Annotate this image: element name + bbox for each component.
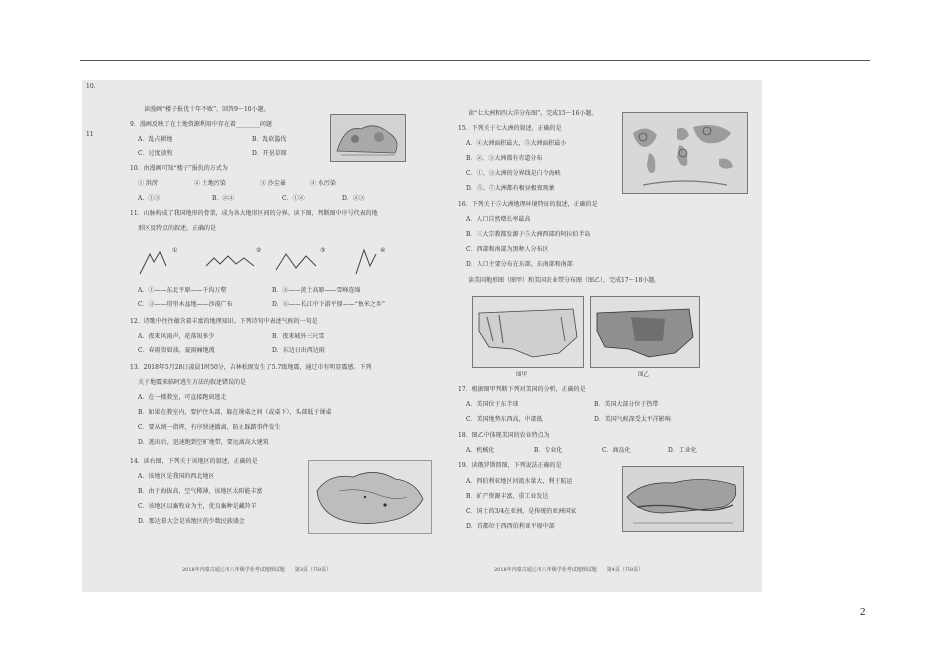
region-map-sketch [309,461,431,533]
us-map-b-sketch [591,297,699,367]
question-12: 12．诗歌中往往蕴含着丰富的地理知识。下列诗句中表述气候的一句是 [130,318,318,325]
cartoon-image [330,114,406,162]
q12-option-a: A．夜来风雨声，花落知多少 [138,333,215,340]
figure-a-caption: 图甲 [516,372,528,378]
margin-label-11: 11 [86,131,94,138]
question-10: 10．由漫画可知“楼子”报仇的方式为 [130,165,228,172]
q10-option-a: A．①③ [138,195,161,202]
q13-option-b: B．如果在教室内，要护住头部，躲在课桌之间（或桌下），头部低于课桌 [138,409,332,416]
q17-option-c: C．美国地势东西高，中部低 [466,416,543,423]
margin-label-10: 10. [86,83,96,90]
q18-option-c: C．商品化 [602,447,631,454]
q15-option-c: C．①、③大洲的分界线是白令海峡 [466,170,561,177]
question-15: 15．下列关于七大洲的叙述，正确的是 [458,125,562,132]
question-19: 19．读俄罗斯简图，下列说法正确的是 [458,462,562,469]
qinghai-tibet-map [308,460,432,534]
left-page-footer: 2018年内蒙古通辽市八年级学业考试地理试题 第3页（共8页） [182,567,332,573]
question-9: 9．漫画反映了在土地资源利用中存在着________问题 [130,121,272,128]
q17-option-d: D．美国气候深受太平洋影响 [594,416,671,423]
world-continents-map [622,112,748,194]
q12-option-d: D．东边日出西边雨 [272,347,325,354]
mountain-figures [136,244,396,280]
fig-label-2: ② [256,247,262,254]
q13-option-a: A．在一楼教室，可直接跑窗逃走 [138,394,227,401]
fig-label-3: ③ [320,247,326,254]
q13-option-c: C．要从统一指挥，有序快速撤离，防止踩踏事件发生 [138,424,281,431]
q11-option-d: D．④——长江中下游平原——“鱼米之乡” [272,301,385,308]
fig-label-4: ④ [380,247,386,254]
q10-item-2: ② 土地污染 [194,180,226,187]
q15-option-b: B．②、③大洲都有赤道分布 [466,155,543,162]
q12-option-b: B．夜来城外三尺雪 [272,333,325,340]
russia-map [622,466,744,532]
us-terrain-map [472,296,584,368]
q12-option-c: C．春雨贵如油，夏雨痛地流 [138,347,215,354]
question-11-cont: 形区及特点的叙述，正确的是 [138,225,217,232]
world-map-sketch [623,113,747,193]
intro-9-10: 读漫画“楼子报优十年不败”，回答9～10小题。 [144,106,270,113]
cartoon-sketch [331,115,405,161]
russia-map-sketch [623,467,743,531]
q18-option-d: D．工业化 [668,447,697,454]
intro-15-16: 读“七大洲和四大洋分布图”，完成15～16小题。 [468,110,598,117]
q19-option-d: D．首都位于西西伯利亚平原中部 [466,523,555,530]
question-13: 13．2018年5月28日凌晨1时50分，吉林松原发生了5.7级地震，通辽市有明显震感。下列 [130,364,372,371]
q15-option-d: D．⑤、⑦大洲都有极昼极夜现象 [466,185,555,192]
q16-option-b: B．三大宗教都发源于⑤大洲西部的阿拉伯半岛 [466,231,591,238]
question-17: 17．根据图甲判断下列对美国的分析，正确的是 [458,386,586,393]
q9-option-b: B．乱砍滥伐 [252,136,287,143]
q19-option-b: B．矿产资源丰富，重工业发达 [466,493,549,500]
intro-17-18: 读美国地形图（图甲）和美国农业带分布图（图乙），完成17～18小题。 [468,277,661,284]
q19-option-a: A．西伯利亚地区河流水量大，利于航运 [466,478,573,485]
q14-option-a: A．该地区是我国的西北地区 [138,473,215,480]
q16-option-a: A．人口自然增长率最高 [466,216,531,223]
question-18: 18．图乙中体现美国的农业特点为 [458,432,550,439]
q9-option-a: A．乱占耕地 [138,136,173,143]
q13-option-d: D．逃出后，迅速跑到空旷地带，要远离高大建筑 [138,439,269,446]
q19-option-c: C．国土的3/4在亚洲，是传统的亚洲国家 [466,508,577,515]
fig-label-1: ① [172,247,178,254]
q10-option-c: C．①④ [282,195,305,202]
q16-option-c: C．西部和南部为黑种人分布区 [466,246,549,253]
q11-option-c: C．③——塔里木盆地——沙漠广布 [138,301,233,308]
question-16: 16．下列关于⑤大洲地理环境特征的叙述，正确的是 [458,201,598,208]
q15-option-a: A．④大洲面积最大，⑤大洲面积最小 [466,140,567,147]
q10-option-d: D．②③ [342,195,365,202]
q11-option-b: B．②——黄土高原——雪峰连绵 [272,287,361,294]
right-page-footer: 2018年内蒙古通辽市八年级学业考试地理试题 第4页（共8页） [494,567,644,573]
q14-option-c: C．该地区以畜牧业为主，优良畜种是藏羚羊 [138,503,257,510]
question-13-cont: 关于地震来临时逃生方法的叙述错误的是 [138,379,247,386]
q9-option-d: D．开垦草原 [252,150,287,157]
q10-item-4: ④ 水污染 [310,180,336,187]
q17-option-b: B．美国大部分位于热带 [594,401,659,408]
page-number: 2 [860,606,866,618]
question-14: 14．读右图，下列关于该地区的叙述，正确的是 [130,458,258,465]
q10-option-b: B．②④ [212,195,235,202]
q14-option-d: D．那达慕大会是该地区的少数民族盛会 [138,518,245,525]
question-11: 11．山脉构成了我国地形的骨架，成为各大地形区间的分界。读下图，判断图中序号代表的地 [130,210,378,217]
figure-b-caption: 图乙 [638,372,650,378]
q10-item-3: ③ 沙尘暴 [260,180,286,187]
q9-option-c: C．过度放牧 [138,150,173,157]
q17-option-a: A．美国位于东半球 [466,401,519,408]
q10-item-1: ① 洪涝 [138,180,158,187]
q18-option-a: A．机械化 [466,447,495,454]
header-rule [80,60,870,61]
scanned-exam-photo [82,80,762,592]
q11-option-a: A．①——东北平原——千沟万壑 [138,287,227,294]
q16-option-d: D．人口主要分布在东部、东南部和南部 [466,261,573,268]
q14-option-b: B．由于海拔高，空气稀薄，该地区太阳能丰富 [138,488,263,495]
us-map-a-sketch [473,297,583,367]
us-agriculture-map [590,296,700,368]
q18-option-b: B．专业化 [534,447,563,454]
